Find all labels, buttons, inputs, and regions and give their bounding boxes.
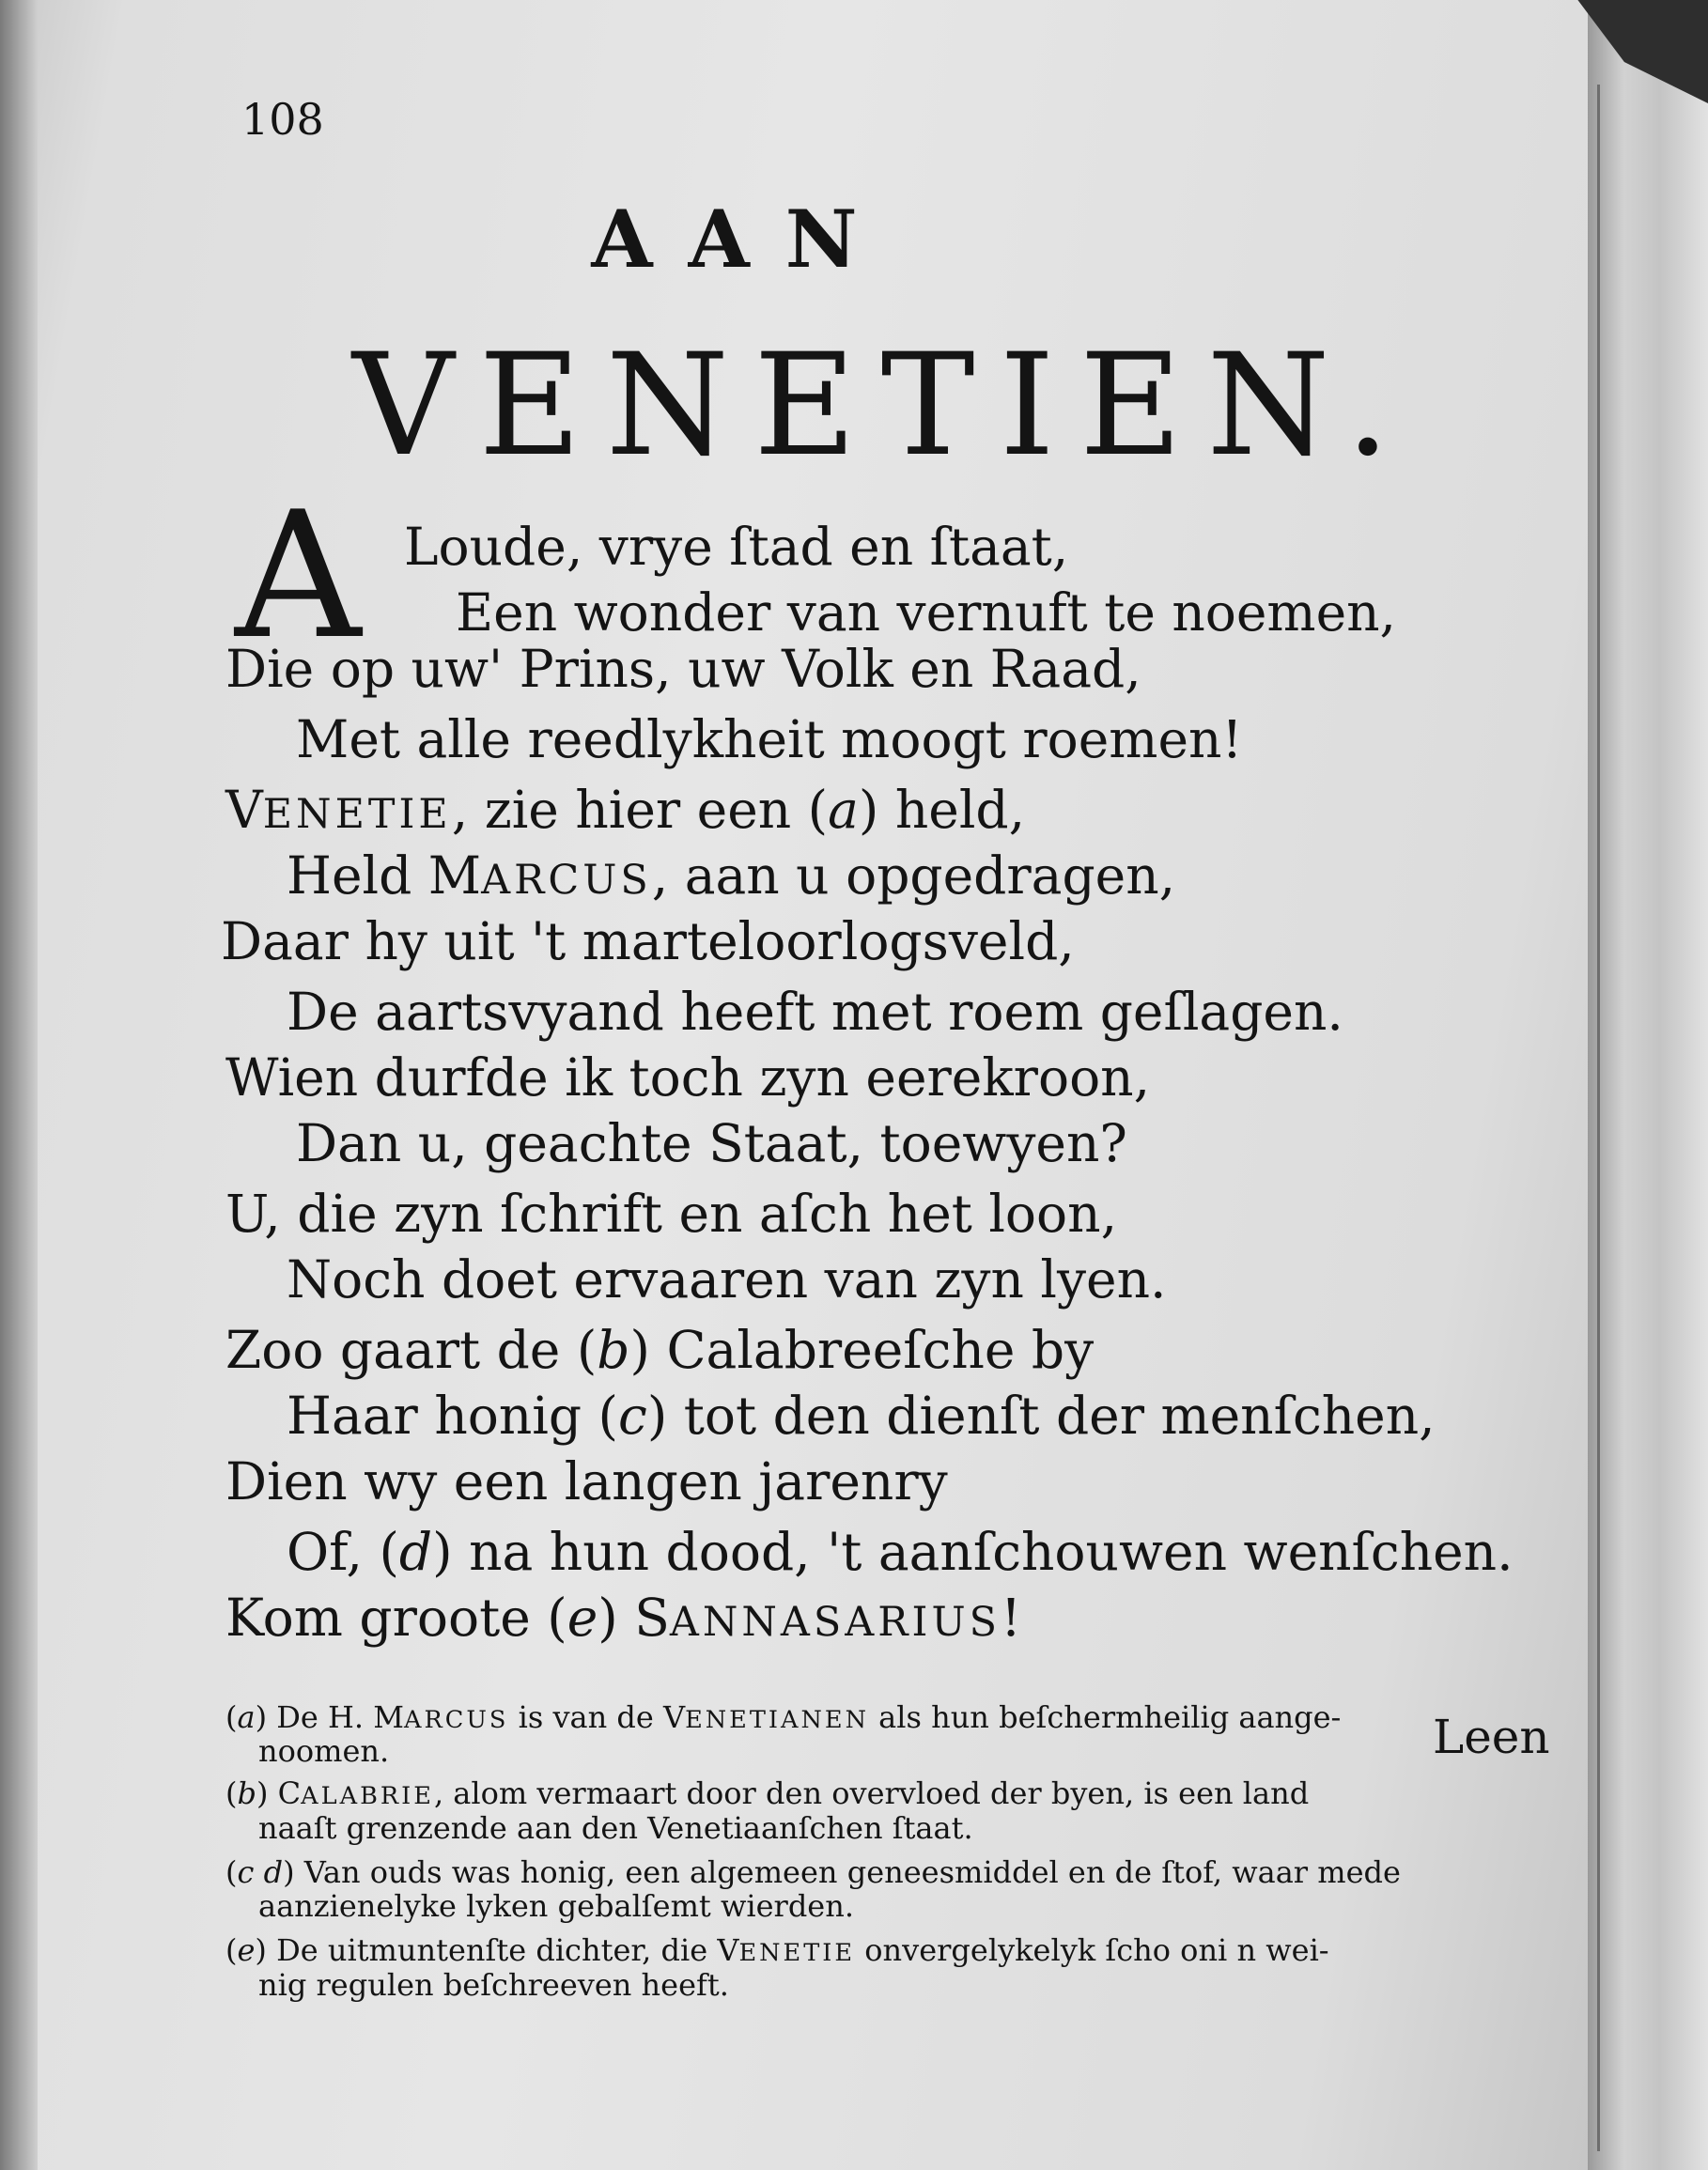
poem-text: Een wonder van vernuft te noemen,	[456, 582, 1397, 643]
footnote-text: (	[225, 1775, 238, 1811]
footnote-text: ) De H. M	[255, 1699, 404, 1735]
footnote-text: onvergelykelyk ſcho oni n wei-	[855, 1932, 1329, 1968]
poem-text: ANNASARIUS	[669, 1599, 1002, 1646]
poem-text: Met alle reedlykheit moogt roemen!	[296, 709, 1243, 769]
poem-text: Zoo gaart de (	[225, 1320, 598, 1380]
poem-text: d	[398, 1522, 433, 1582]
poem-line	[296, 1113, 1127, 1173]
footnote-line	[225, 1854, 1401, 1890]
poem-text: , zie hier een (	[451, 780, 829, 840]
poem-line	[225, 1047, 1151, 1108]
title-line-venetien: VENETIEN.	[352, 324, 1415, 488]
poem-text: ) Calabreeſche by	[629, 1320, 1095, 1380]
poem-text: Daar hy uit 't marteloorlogsveld,	[221, 911, 1075, 971]
catchword: Leen	[1433, 1710, 1550, 1764]
poem-text: e	[567, 1588, 598, 1648]
poem-text: Die op uw' Prins, uw Volk en Raad,	[225, 639, 1141, 699]
footnote-text: naaſt grenzende aan den Venetiaanſchen ſtaat.	[258, 1810, 973, 1846]
poem-text: , aan u opgedragen,	[651, 845, 1176, 906]
footnote-text: ENETIANEN	[685, 1706, 869, 1734]
poem-line	[287, 982, 1343, 1042]
poem-line	[456, 582, 1397, 643]
poem-text: Of, (	[287, 1522, 399, 1582]
poem-text: De aartsvyand heeft met roem geſlagen.	[287, 982, 1343, 1042]
poem-line	[221, 911, 1075, 971]
footnote-text: ENETIE	[738, 1939, 856, 1967]
footnote-text: , alom vermaart door den overvloed der byen, is een land	[433, 1775, 1310, 1811]
poem-text: Held M	[287, 845, 482, 906]
footnote-line	[225, 1932, 1329, 1968]
footnote-text: nig regulen beſchreeven heeft.	[258, 1967, 729, 2003]
footnote-text: (	[225, 1932, 238, 1968]
footnote-text: e	[237, 1932, 256, 1968]
footnote-text: c d	[237, 1854, 284, 1890]
poem-line	[287, 1249, 1167, 1310]
poem-text: Loude, vrye ſtad en ſtaat,	[404, 517, 1069, 577]
poem-line	[225, 639, 1141, 699]
footnote-text: als hun beſchermheilig aange-	[869, 1699, 1342, 1735]
footnote-text: ) C	[256, 1775, 302, 1811]
poem-text: Kom groote (	[225, 1588, 567, 1648]
footnote-text: is van de V	[508, 1699, 686, 1735]
poem-text: Noch doet ervaaren van zyn lyen.	[287, 1249, 1167, 1310]
poem-line	[296, 709, 1243, 769]
poem-text: Haar honig (	[287, 1386, 619, 1446]
poem-text: ) na hun dood, 't aanſchouwen wenſchen.	[432, 1522, 1514, 1582]
footnote-line	[258, 1810, 973, 1846]
footnote-text: (	[225, 1699, 238, 1735]
poem-text: Dan u, geachte Staat, toewyen?	[296, 1113, 1127, 1173]
poem-line	[225, 1451, 948, 1511]
poem-line	[225, 1320, 1095, 1380]
footnote-text: noomen.	[258, 1733, 390, 1769]
footnote-text: ) Van ouds was honig, een algemeen geneesmiddel en de ſtof, waar mede	[283, 1854, 1401, 1890]
footnote-text: a	[237, 1699, 256, 1735]
poem-text: c	[618, 1386, 647, 1446]
poem-line	[287, 845, 1176, 906]
footnote-line	[258, 1733, 390, 1769]
poem-line	[225, 780, 1026, 840]
poem-text: !	[1001, 1588, 1022, 1648]
poem-text: ) held,	[858, 780, 1026, 840]
footnote-line	[225, 1775, 1310, 1811]
poem-text: U, die zyn ſchrift en aſch het loon,	[225, 1184, 1118, 1244]
poem-line	[225, 1184, 1118, 1244]
page-left-edge	[0, 0, 38, 2170]
poem-line	[287, 1522, 1514, 1582]
poem-text: Wien durfde ik toch zyn eerekroon,	[225, 1047, 1151, 1108]
footnote-text: b	[237, 1775, 256, 1811]
poem-text: b	[597, 1320, 630, 1380]
gutter-line	[1597, 85, 1600, 2151]
poem-text: ENETIE	[262, 791, 452, 838]
poem-text: V	[225, 780, 263, 840]
page-number: 108	[241, 94, 324, 145]
poem-text: ARCUS	[481, 857, 652, 904]
poem-text: ) tot den dienſt der menſchen,	[646, 1386, 1436, 1446]
footnote-text: ) De uitmuntenſte dichter, die V	[255, 1932, 739, 1968]
poem-text: a	[828, 780, 859, 840]
footnote-text: (	[225, 1854, 238, 1890]
poem-text: Dien wy een langen jarenry	[225, 1451, 948, 1511]
poem-line	[225, 1588, 1022, 1648]
footnote-text: aanzienelyke lyken gebalſemt wierden.	[258, 1888, 855, 1924]
book-gutter	[1588, 0, 1708, 2170]
footnote-line	[258, 1888, 855, 1924]
poem-line	[404, 517, 1069, 577]
footnote-text: ARCUS	[404, 1706, 509, 1734]
drop-cap: A	[235, 473, 362, 677]
footnote-line	[258, 1967, 729, 2003]
footnote-text: ALABRIE	[301, 1782, 434, 1810]
poem-line	[287, 1386, 1436, 1446]
footnote-line	[225, 1699, 1342, 1735]
poem-text: ) S	[598, 1588, 670, 1648]
title-line-aan: AAN	[591, 193, 893, 286]
